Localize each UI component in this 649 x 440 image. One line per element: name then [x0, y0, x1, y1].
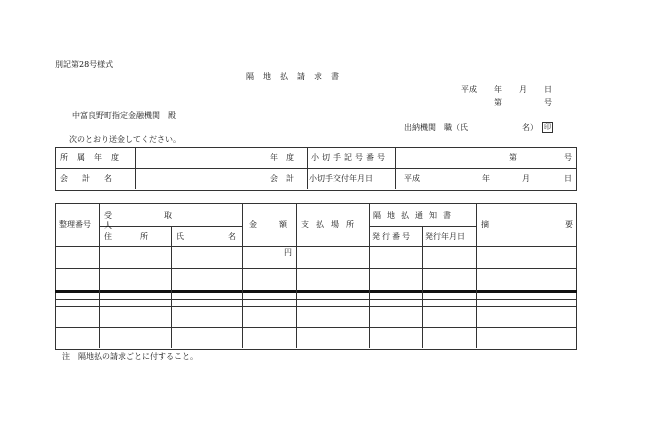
- recipient-header: [104, 211, 236, 231]
- sender-name-suffix: 名）: [522, 123, 538, 132]
- page-title: 隔地払請求書: [246, 72, 348, 81]
- issue-year: 年: [482, 174, 490, 183]
- payment-place-header: 支払場所: [301, 220, 361, 229]
- check-no-suffix: 号: [564, 153, 572, 162]
- account-label: 会計名: [60, 174, 126, 183]
- check-issue-date-label: 小切手交付年月日: [309, 174, 373, 183]
- table-row[interactable]: [56, 307, 575, 327]
- yen-unit: 円: [284, 248, 292, 257]
- notice-header: 隔地払通知書: [373, 211, 457, 220]
- doc-no-prefix: 第: [494, 98, 502, 107]
- remarks-header: 摘要: [481, 220, 649, 229]
- date-day: 日: [544, 85, 552, 94]
- doc-no-suffix: 号: [544, 98, 552, 107]
- form-number: 別記第28号様式: [55, 60, 114, 69]
- address-header: 住所: [104, 232, 176, 241]
- year-input[interactable]: 年 度: [270, 153, 294, 162]
- account-input[interactable]: 会 計: [270, 174, 294, 183]
- check-no-prefix: 第: [509, 153, 517, 162]
- issue-date-header: 発行年月日: [425, 232, 465, 241]
- table-row[interactable]: [56, 269, 575, 289]
- name-header: 氏名: [176, 232, 280, 241]
- date-year: 年: [494, 85, 502, 94]
- seal-mark: [540, 122, 553, 133]
- footer-note: 注 隔地払の請求ごとに付すること。: [62, 352, 198, 361]
- addressee: 中富良野町指定金融機関 殿: [72, 111, 176, 120]
- sender-label: 出納機関 職（氏: [404, 123, 468, 132]
- table-row[interactable]: [56, 328, 575, 347]
- date-era: 平成: [461, 85, 477, 94]
- affiliation-year-label: 所属年度: [60, 153, 128, 162]
- instruction-text: 次のとおり送金してください。: [69, 135, 181, 144]
- issue-day: 日: [564, 174, 572, 183]
- issue-month: 月: [522, 174, 530, 183]
- issue-no-header: 発行番号: [372, 232, 412, 241]
- date-month: 月: [519, 85, 527, 94]
- ref-no-header: 整理番号: [59, 220, 91, 229]
- table-row[interactable]: [56, 247, 575, 268]
- amount-header: 金額: [249, 220, 309, 229]
- seal-box: 印: [544, 123, 551, 131]
- recipient-header-text: 受取人: [104, 211, 224, 230]
- issue-era: 平成: [404, 174, 420, 183]
- check-symbol-number-label: 小切手記号番号: [311, 153, 388, 162]
